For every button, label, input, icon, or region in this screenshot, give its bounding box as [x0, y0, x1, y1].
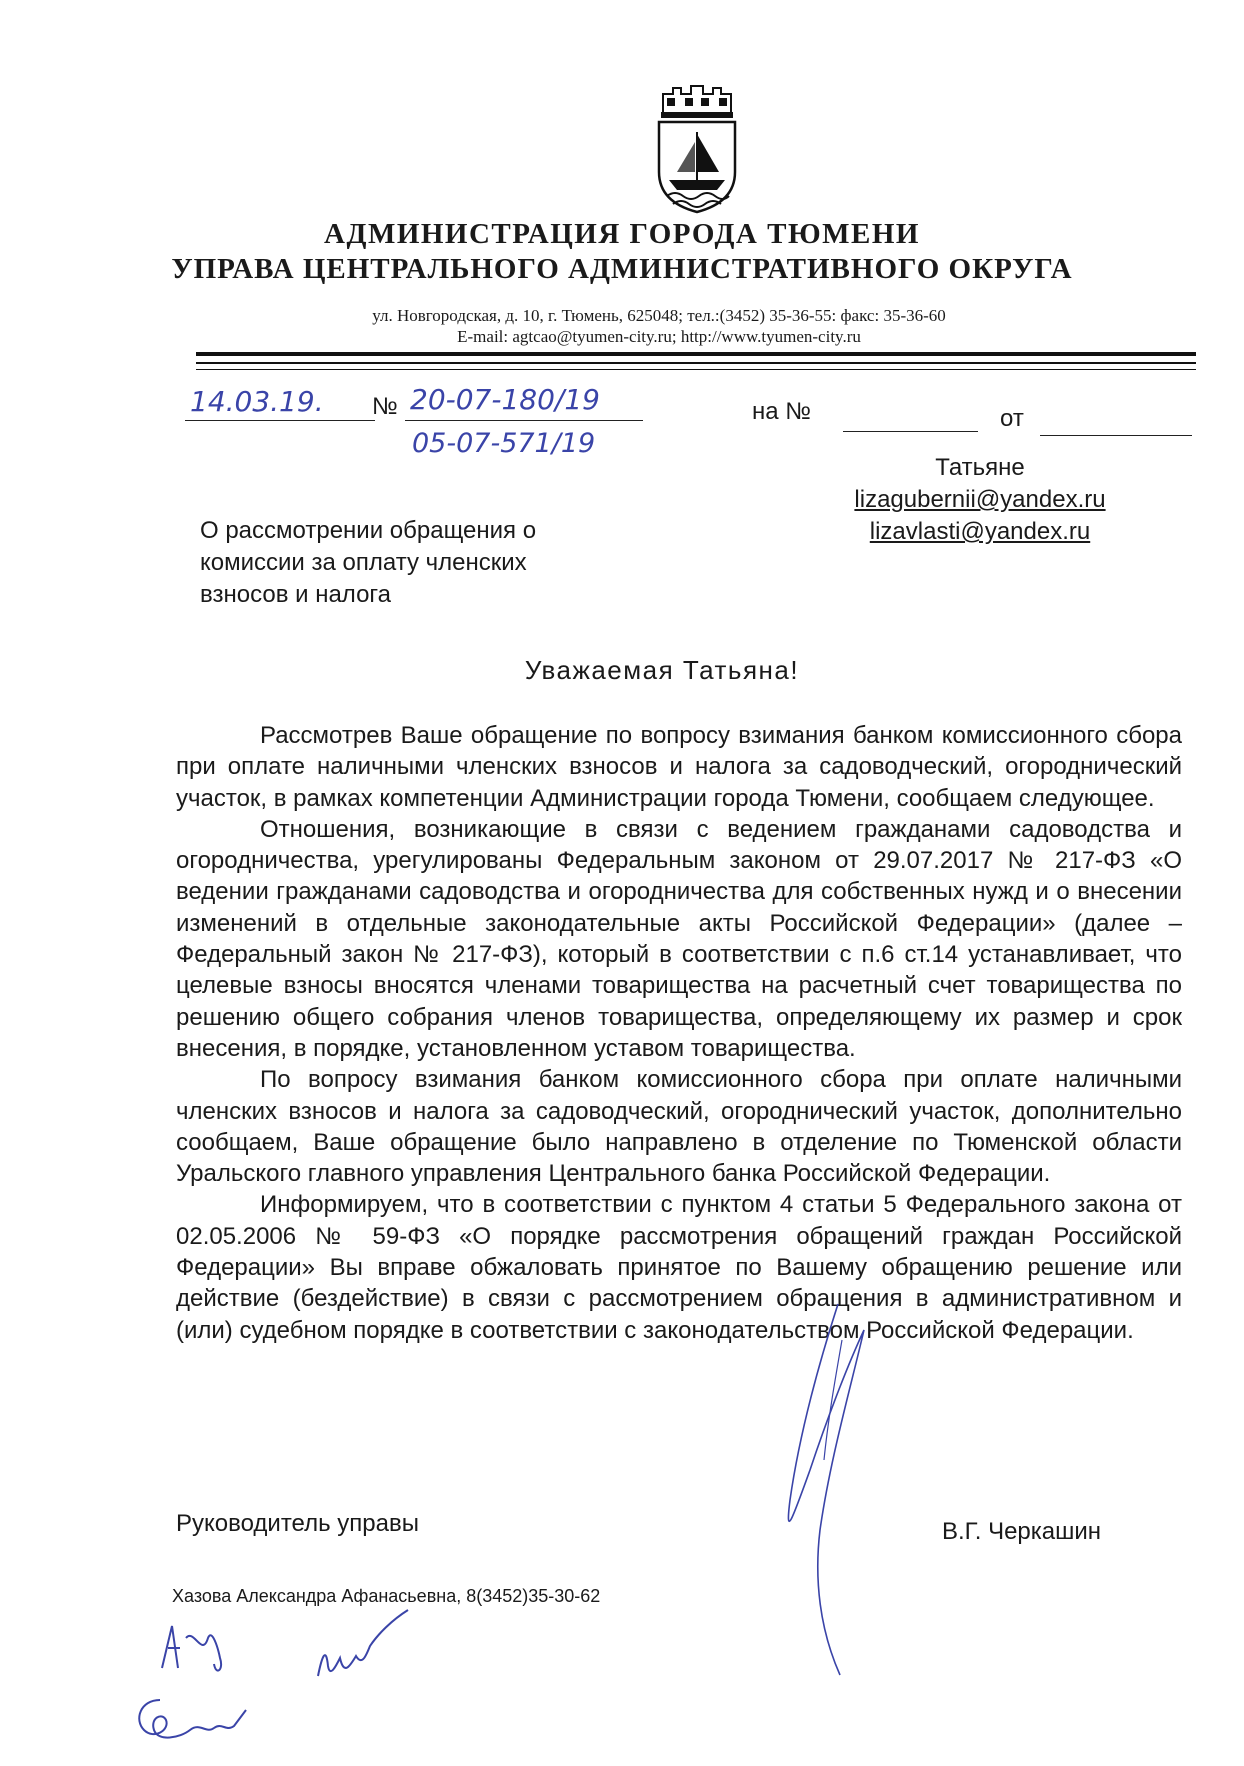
handwritten-date: 14.03.19.: [190, 385, 324, 418]
handwritten-reg-number: 20-07-180/19: [410, 383, 600, 416]
letter-subject: О рассмотрении обращения о комиссии за оплату членских взносов и налога: [200, 517, 537, 608]
recipient-name: Татьяне: [935, 454, 1025, 481]
letterhead-divider: [196, 362, 1196, 364]
handwritten-reg-number-2: 05-07-571/19: [412, 428, 596, 459]
recipient-email-link[interactable]: lizavlasti@yandex.ru: [869, 518, 1091, 545]
letterhead-contacts: E-mail: agtcao@tyumen-city.ru; http://www.tyumen-city.ru: [457, 327, 861, 346]
handwritten-initials: [312, 1606, 412, 1686]
reference-date-blank: [1040, 435, 1192, 436]
signatory-role: Руководитель управы: [176, 1510, 419, 1537]
letterhead-address: ул. Новгородская, д. 10, г. Тюмень, 625048; тел.:(3452) 35-36-55: факс: 35-36-60: [372, 306, 946, 325]
handwritten-initials: [158, 1618, 238, 1678]
letterhead-title: АДМИНИСТРАЦИЯ ГОРОДА ТЮМЕНИ: [324, 218, 920, 250]
body-paragraph: Рассмотрев Ваше обращение по вопросу взимания банком комиссионного сбора при оплате наличными членских взносов и налога за садоводческий, огороднический участок, в рамках компетенции Администрации города Тюмени, сообщаем следующее.: [176, 722, 1182, 812]
body-paragraph: По вопросу взимания банком комиссионного сбора при оплате наличными членских взносов и налога за садоводческий, огороднический участок, дополнительно сообщаем, Ваше обращение было направлено в отделение по Тюменской области Уральского главного управления Центрального банка Российской Федерации.: [176, 1066, 1182, 1188]
number-sign: №: [372, 393, 398, 420]
coat-of-arms-emblem: [655, 84, 739, 214]
reference-number-blank: [843, 431, 978, 432]
letterhead-subtitle: УПРАВА ЦЕНТРАЛЬНОГО АДМИНИСТРАТИВНОГО ОКРУГА: [171, 253, 1073, 285]
recipient-block: [830, 452, 1130, 548]
number-underline: [405, 420, 643, 421]
body-paragraph: Отношения, возникающие в связи с ведением гражданами садоводства и огородничества, урегулированы Федеральным законом от 29.07.2017 № 217-ФЗ «О ведении гражданами садоводства и огородничества для собственных нужд и о внесении изменений в отдельные законодательные акты Российской Федерации» (далее – Федеральный закон № 217-ФЗ), который в соответствии с п.6 ст.14 устанавливает, что целевые взносы вносятся членами товарищества на расчетный счет товарищества по решению общего собрания членов товарищества, определяющему их размер и срок внесения, в порядке, установленном уставом товарищества.: [176, 815, 1182, 1062]
letterhead-divider: [196, 352, 1196, 356]
greeting: Уважаемая Татьяна!: [524, 655, 800, 685]
body-paragraph: Информируем, что в соответствии с пунктом 4 статьи 5 Федерального закона от 02.05.2006 № 59-ФЗ «О порядке рассмотрения обращений граждан Российской Федерации» Вы вправе обжаловать принятое по Вашему обращению решение или действие (бездействие) в связи с рассмотрением обращения в административном и (или) судебном порядке в соответствии с законодательством Российской Федерации.: [176, 1191, 1182, 1344]
letter-body: [176, 720, 1182, 1346]
reference-date-label: от: [1000, 405, 1024, 432]
executor-contact: Хазова Александра Афанасьевна, 8(3452)35-30-62: [172, 1586, 601, 1606]
letterhead-divider: [196, 369, 1196, 370]
date-underline: [185, 420, 375, 421]
handwritten-initials: [130, 1690, 250, 1750]
reference-number-label: на №: [752, 398, 812, 425]
recipient-email-link[interactable]: lizagubernii@yandex.ru: [854, 486, 1106, 513]
signatory-name: В.Г. Черкашин: [942, 1518, 1102, 1545]
handwritten-signature: [780, 1300, 870, 1680]
